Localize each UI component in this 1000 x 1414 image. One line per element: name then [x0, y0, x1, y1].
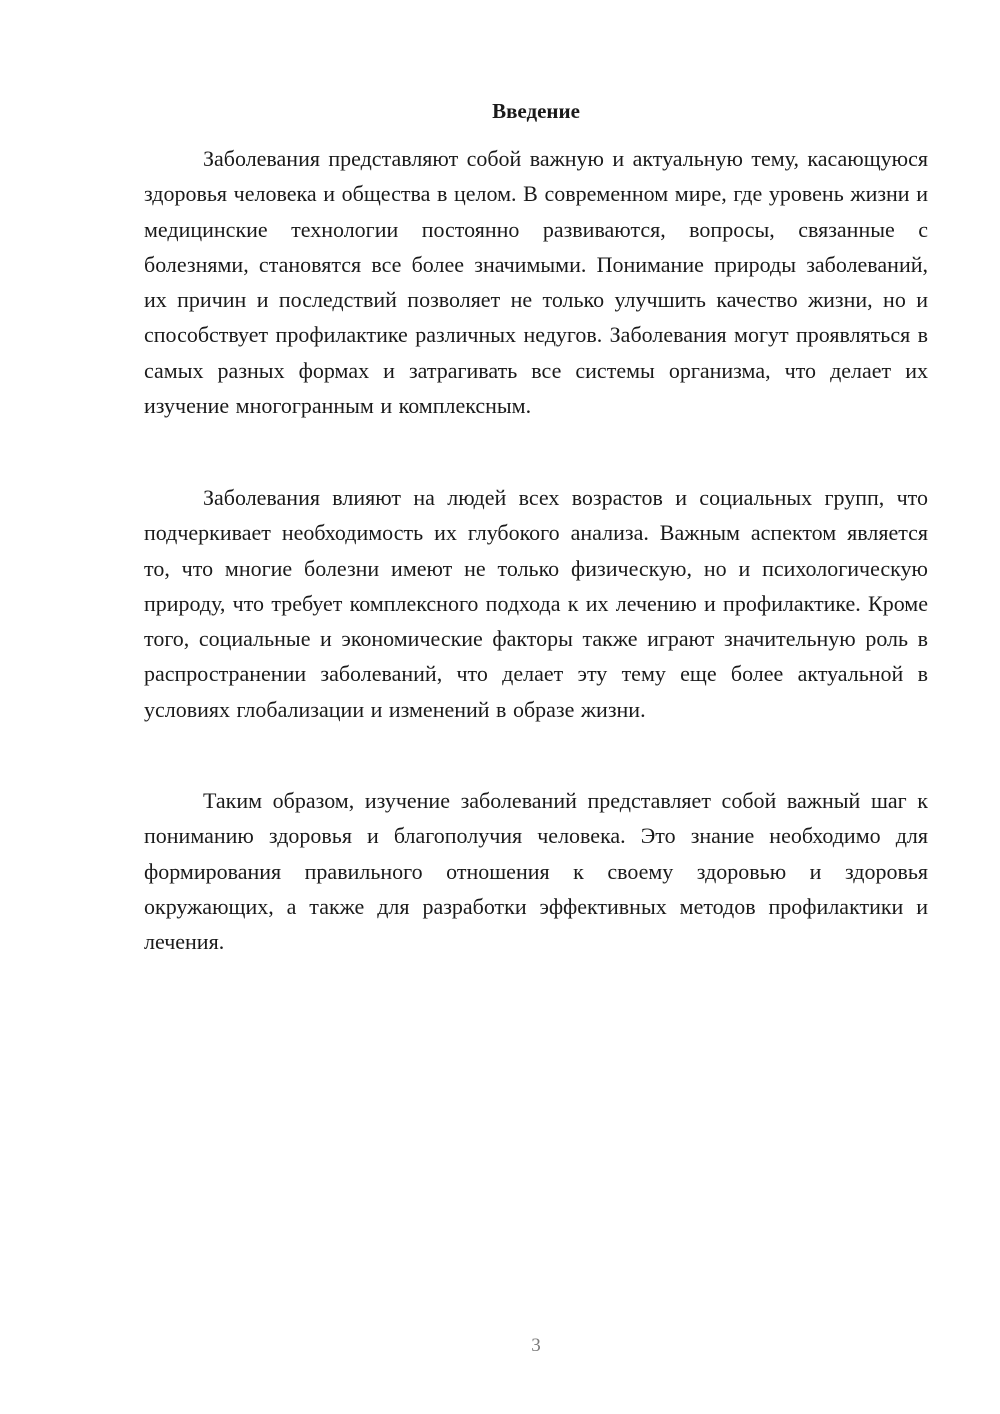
section-heading: Введение — [492, 99, 580, 123]
paragraph-1: Заболевания представляют собой важную и актуальную тему, касающуюся здоровья человека и общества в целом. В современном мире, где уровень жизни и медицинские технологии постоянно развиваются, вопросы, связанные с болезнями, становятся все более значимыми. Понимание природы заболеваний, их причин и последствий позволяет не только улучшить качество жизни, но и способствует профилактике различных недугов. Заболевания могут проявляться в самых разных формах и затрагивать все системы организма, что делает их изучение многогранным и комплексным. — [144, 146, 928, 419]
paragraph-2: Заболевания влияют на людей всех возрастов и социальных групп, что подчеркивает необходимость их глубокого анализа. Важным аспектом является то, что многие болезни имеют не только физическую, но и психологическую природу, что требует комплексного подхода к их лечению и профилактике. Кроме того, социальные и экономические факторы также играют значительную роль в распространении заболеваний, что делает эту тему еще более актуальной в условиях глобализации и изменений в образе жизни. — [144, 485, 928, 722]
page-number: 3 — [531, 1335, 541, 1356]
paragraph-3: Таким образом, изучение заболеваний представляет собой важный шаг к пониманию здоровья и благополучия человека. Это знание необходимо для формирования правильного отношения к своему здоровью и здоровья окружающих, а также для разработки эффективных методов профилактики и лечения. — [144, 788, 928, 955]
